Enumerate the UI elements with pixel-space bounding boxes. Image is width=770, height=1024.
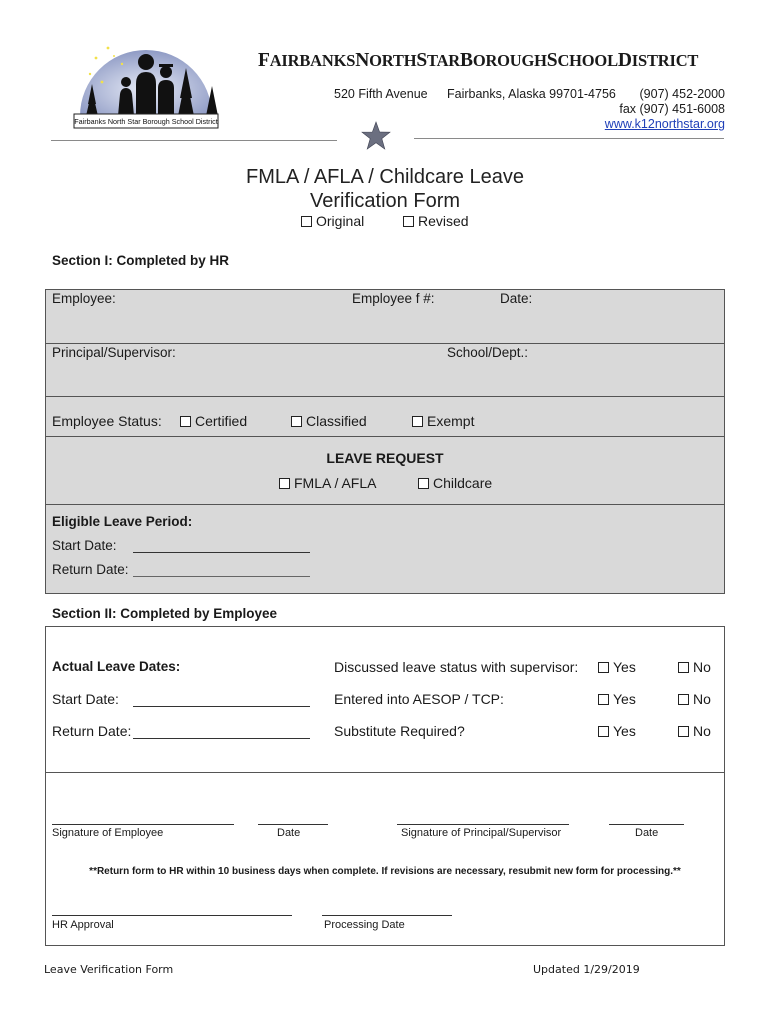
section1-heading: Section I: Completed by HR xyxy=(52,253,230,268)
certified-label: Certified xyxy=(195,413,248,429)
substitute-yes-checkbox[interactable] xyxy=(598,726,609,737)
revised-checkbox[interactable] xyxy=(403,216,414,227)
section1-divider xyxy=(46,436,724,437)
certified-checkbox[interactable] xyxy=(180,416,191,427)
substitute-question: Substitute Required? xyxy=(334,723,465,739)
employee-signature-field[interactable] xyxy=(52,824,234,825)
principal-date-label: Date xyxy=(635,827,659,839)
original-label: Original xyxy=(316,213,365,229)
district-title-word: DISTRICT xyxy=(617,50,699,71)
employee-number-label: Employee f #: xyxy=(352,291,435,306)
eligible-start-date-label: Start Date: xyxy=(52,538,117,553)
exempt-label: Exempt xyxy=(427,413,475,429)
childcare-checkbox[interactable] xyxy=(418,478,429,489)
principal-date-field[interactable] xyxy=(609,824,684,825)
district-logo xyxy=(66,28,226,132)
header-divider-right xyxy=(414,138,724,139)
yes-label: Yes xyxy=(613,723,636,739)
classified-label: Classified xyxy=(306,413,367,429)
section1-divider xyxy=(46,504,724,505)
eligible-return-date-label: Return Date: xyxy=(52,562,129,577)
original-checkbox[interactable] xyxy=(301,216,312,227)
district-title-word: SCHOOL xyxy=(546,50,618,71)
processing-date-label: Processing Date xyxy=(324,919,405,931)
principal-signature-field[interactable] xyxy=(397,824,569,825)
childcare-option[interactable] xyxy=(418,475,492,491)
substitute-no-checkbox[interactable] xyxy=(678,726,689,737)
discussed-no-option[interactable] xyxy=(678,659,711,675)
section1-divider xyxy=(46,343,724,344)
aesop-no-checkbox[interactable] xyxy=(678,694,689,705)
section1-box xyxy=(45,289,725,594)
actual-leave-title: Actual Leave Dates: xyxy=(52,659,181,674)
district-title-word: BOROUGH xyxy=(460,50,547,71)
return-notice: **Return form to HR within 10 business days when complete. If revisions are necessary, resubmit new form for processing.** xyxy=(89,866,681,877)
principal-signature-label: Signature of Principal/Supervisor xyxy=(401,827,562,839)
employee-date-field[interactable] xyxy=(258,824,328,825)
discussed-yes-checkbox[interactable] xyxy=(598,662,609,673)
exempt-checkbox[interactable] xyxy=(412,416,423,427)
section1-divider xyxy=(46,396,724,397)
discussed-yes-option[interactable] xyxy=(598,659,636,675)
footer-updated-date: Updated 1/29/2019 xyxy=(533,963,640,976)
discussed-question: Discussed leave status with supervisor: xyxy=(334,659,579,675)
aesop-yes-option[interactable] xyxy=(598,691,636,707)
logo-caption: Fairbanks North Star Borough School District xyxy=(74,117,218,126)
aesop-question: Entered into AESOP / TCP: xyxy=(334,691,504,707)
actual-return-date-label: Return Date: xyxy=(52,723,132,739)
employee-field-label: Employee: xyxy=(52,291,116,306)
header-divider-left xyxy=(51,140,337,141)
fax-number: fax (907) 451-6008 xyxy=(619,102,725,116)
form-title: FMLA / AFLA / Childcare Leave xyxy=(246,166,524,188)
address-street: 520 Fifth Avenue xyxy=(334,87,428,101)
star-icon xyxy=(360,120,392,152)
fmla-afla-option[interactable] xyxy=(279,475,376,491)
employee-date-label: Date xyxy=(277,827,301,839)
fmla-afla-label: FMLA / AFLA xyxy=(294,475,377,491)
footer-form-name: Leave Verification Form xyxy=(44,963,174,976)
discussed-no-checkbox[interactable] xyxy=(678,662,689,673)
actual-return-date-field[interactable] xyxy=(133,738,310,739)
yes-label: Yes xyxy=(613,659,636,675)
no-label: No xyxy=(693,723,711,739)
classified-checkbox[interactable] xyxy=(291,416,302,427)
actual-start-date-field[interactable] xyxy=(133,706,310,707)
district-title xyxy=(258,50,698,72)
substitute-yes-option[interactable] xyxy=(598,723,636,739)
district-title-word: NORTH xyxy=(355,50,417,71)
leave-request-title: LEAVE REQUEST xyxy=(326,450,444,466)
actual-start-date-label: Start Date: xyxy=(52,691,119,707)
eligible-return-date-field[interactable] xyxy=(133,576,310,577)
yes-label: Yes xyxy=(613,691,636,707)
childcare-label: Childcare xyxy=(433,475,493,491)
phone-number: (907) 452-2000 xyxy=(639,87,725,101)
processing-date-field[interactable] xyxy=(322,915,452,916)
address-city: Fairbanks, Alaska 99701-4756 xyxy=(447,87,616,101)
substitute-no-option[interactable] xyxy=(678,723,711,739)
hr-approval-field[interactable] xyxy=(52,915,292,916)
no-label: No xyxy=(693,691,711,707)
eligible-start-date-field[interactable] xyxy=(133,552,310,553)
section2-divider xyxy=(46,772,724,773)
fmla-afla-checkbox[interactable] xyxy=(279,478,290,489)
certified-option[interactable] xyxy=(180,413,247,429)
form-subtitle: Verification Form xyxy=(309,190,461,212)
section2-heading: Section II: Completed by Employee xyxy=(52,606,278,621)
district-title-word: STAR xyxy=(416,50,461,71)
exempt-option[interactable] xyxy=(412,413,474,429)
classified-option[interactable] xyxy=(291,413,367,429)
school-dept-label: School/Dept.: xyxy=(447,345,529,360)
district-title-word: FAIRBANKS xyxy=(258,50,356,71)
revised-label: Revised xyxy=(418,213,469,229)
revised-option[interactable] xyxy=(403,213,469,229)
aesop-yes-checkbox[interactable] xyxy=(598,694,609,705)
hr-approval-label: HR Approval xyxy=(52,919,114,931)
no-label: No xyxy=(693,659,711,675)
date-label: Date: xyxy=(500,291,533,306)
employee-signature-label: Signature of Employee xyxy=(52,827,164,839)
eligible-leave-title: Eligible Leave Period: xyxy=(52,514,193,529)
original-option[interactable] xyxy=(301,213,364,229)
employee-status-label: Employee Status: xyxy=(52,413,162,429)
website-link[interactable]: www.k12northstar.org xyxy=(604,117,725,131)
principal-supervisor-label: Principal/Supervisor: xyxy=(52,345,176,360)
aesop-no-option[interactable] xyxy=(678,691,711,707)
